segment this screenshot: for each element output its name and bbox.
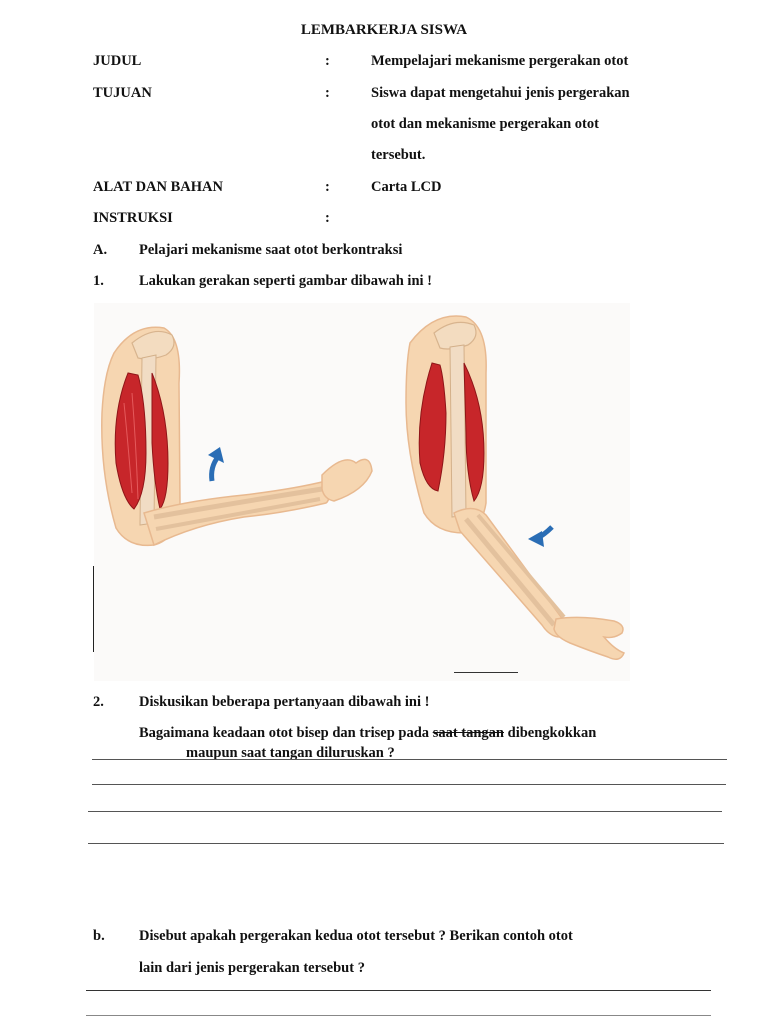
- question-2-strike: saat tangan: [432, 725, 504, 741]
- question-2-part1: Bagaimana keadaan otot bisep dan trisep pada: [139, 725, 433, 741]
- question-b-line2: lain dari jenis pergerakan tersebut ?: [139, 960, 365, 976]
- field-label-judul: JUDUL: [93, 53, 142, 69]
- field-sep-instruksi: :: [325, 210, 330, 226]
- question-b-marker: b.: [93, 928, 105, 944]
- question-2-line2: maupun saat tangan diluruskan ?: [186, 745, 395, 761]
- caption-underline: [454, 672, 518, 673]
- extension-arrow-icon: [528, 527, 552, 547]
- field-label-instruksi: INSTRUKSI: [93, 210, 173, 226]
- question-2-part2: dibengkokkan: [504, 725, 597, 741]
- margin-mark: [93, 566, 94, 652]
- field-value-tujuan-line2: otot dan mekanisme pergerakan otot: [371, 116, 599, 132]
- step1-text: Lakukan gerakan seperti gambar dibawah ini !: [139, 273, 433, 289]
- field-sep-judul: :: [325, 53, 330, 69]
- answer-line-1: [92, 759, 727, 760]
- flexion-arrow-icon: [208, 447, 224, 481]
- arm-muscle-figure: [94, 303, 630, 681]
- extended-hand: [554, 617, 624, 659]
- field-value-judul: Mempelajari mekanisme pergerakan otot: [371, 53, 629, 69]
- flexed-arm: [102, 327, 372, 545]
- extended-humerus: [450, 345, 466, 517]
- field-sep-alat: :: [325, 179, 330, 195]
- question-b-line1: Disebut apakah pergerakan kedua otot tersebut ? Berikan contoh otot: [139, 928, 573, 944]
- section-a-text: Pelajari mekanisme saat otot berkontraksi: [139, 242, 403, 258]
- extended-arm: [406, 316, 624, 659]
- field-value-tujuan-line3: tersebut.: [371, 147, 426, 163]
- answer-line-4: [88, 843, 724, 844]
- flexed-hand: [322, 459, 372, 501]
- field-sep-tujuan: :: [325, 85, 330, 101]
- step1-marker: 1.: [93, 273, 104, 289]
- question-2-line1: [139, 724, 596, 742]
- arm-illustration: [94, 303, 630, 681]
- answer-line-b1: [86, 990, 711, 991]
- field-label-tujuan: TUJUAN: [93, 85, 152, 101]
- answer-line-2: [92, 784, 726, 785]
- section-a-marker: A.: [93, 242, 108, 258]
- field-value-alat: Carta LCD: [371, 179, 442, 195]
- field-label-alat: ALAT DAN BAHAN: [93, 179, 223, 195]
- page-title: LEMBARKERJA SISWA: [300, 22, 468, 38]
- answer-line-3: [88, 811, 722, 812]
- step2-marker: 2.: [93, 694, 104, 710]
- step2-text: Diskusikan beberapa pertanyaan dibawah ini !: [139, 694, 430, 710]
- field-value-tujuan-line1: Siswa dapat mengetahui jenis pergerakan: [371, 85, 630, 101]
- answer-line-b2: [86, 1015, 711, 1016]
